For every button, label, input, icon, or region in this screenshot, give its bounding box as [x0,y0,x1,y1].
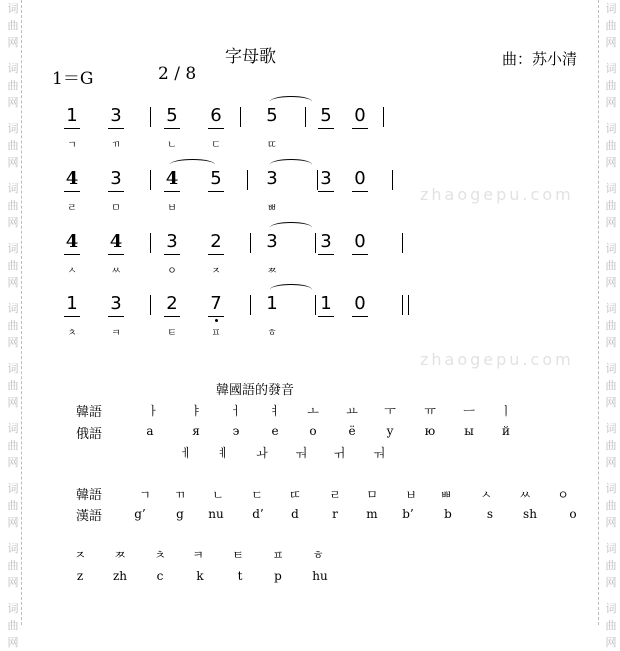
note: 6 [206,106,226,126]
barline [383,107,384,127]
watermark-char: 词 [7,2,19,15]
barline [402,295,403,315]
note: 0 [350,232,370,252]
note: 3 [106,294,126,314]
korean-label: 韓語 [76,488,103,503]
watermark-side [603,60,619,111]
watermark-char: 词 [605,182,617,195]
lyric: ㅉ [267,266,277,277]
watermark-char: 曲 [7,79,19,92]
watermark-char: 网 [7,96,19,109]
chinese-romanization: g’ [134,507,146,521]
watermark-side [603,300,619,351]
watermark-char: 词 [605,62,617,75]
watermark-text: zhaogepu.com [420,350,574,369]
watermark-char: 曲 [7,379,19,392]
watermark-char: 曲 [605,379,617,392]
watermark-char: 曲 [7,19,19,32]
barline [317,170,318,190]
latin-romanization: hu [312,569,328,583]
watermark-char: 词 [7,482,19,495]
note: 5 [316,106,336,126]
watermark-side [5,480,21,531]
watermark-char: 网 [7,276,19,289]
barline [250,295,251,315]
watermark-char: 曲 [605,259,617,272]
russian-letter: о [309,424,317,438]
tie [270,284,312,295]
latin-romanization: zh [112,569,128,583]
korean-vowel: ㅖ [217,446,229,460]
note: 5 [206,169,226,189]
korean-consonant: ㅈ [74,548,86,562]
tie [170,159,215,170]
barline [315,233,316,253]
korean-vowel: ㅕ [269,404,281,418]
note: 2 [162,294,182,314]
latin-romanization: t [237,569,243,583]
watermark-char: 网 [605,156,617,169]
lyric: ㅂ [167,203,177,214]
watermark-char: 网 [605,36,617,49]
chinese-romanization: m [366,507,378,521]
korean-consonant: ㄹ [329,488,341,502]
watermark-side [5,120,21,171]
watermark-char: 网 [605,456,617,469]
barline [150,295,151,315]
korean-vowel: ㅣ [500,404,512,418]
lyric: ㅇ [167,266,177,277]
russian-letter: э [232,424,240,438]
note: 4 [62,232,82,252]
right-border [598,0,599,625]
latin-romanization: z [76,569,84,583]
note: 5 [266,105,278,126]
watermark-side [5,420,21,471]
lyric: ㅈ [211,266,221,277]
russian-letter: a [146,424,154,438]
korean-vowel: ㅠ [424,404,436,418]
latin-romanization: c [156,569,164,583]
korean-consonant: ㅂ [405,488,417,502]
lyric: ㅁ [111,203,121,214]
left-border [21,0,22,625]
russian-letter: я [192,424,200,438]
note: 0 [350,106,370,126]
watermark-char: 曲 [7,259,19,272]
note: 1 [266,293,278,314]
low-octave-dot [215,319,218,322]
watermark-char: 词 [7,122,19,135]
korean-vowel: ㅜ [384,404,396,418]
watermark-char: 网 [605,336,617,349]
note: 5 [162,106,182,126]
korean-consonant: ㄲ [174,488,186,502]
korean-consonant: ㅉ [114,548,126,562]
chinese-romanization: o [569,507,577,521]
watermark-char: 曲 [605,619,617,632]
watermark-char: 词 [7,422,19,435]
watermark-side [5,600,21,651]
note: 7 [206,294,226,314]
chinese-romanization: d [291,507,299,521]
korean-vowel: ㅛ [346,404,358,418]
watermark-char: 曲 [7,619,19,632]
watermark-side [603,360,619,411]
watermark-char: 网 [605,516,617,529]
lyric: ㅎ [267,328,277,339]
korean-consonant: ㅆ [519,488,531,502]
note: 0 [350,294,370,314]
watermark-char: 词 [605,542,617,555]
chinese-romanization: nu [208,507,224,521]
watermark-text: zhaogepu.com [420,185,574,204]
watermark-char: 网 [605,216,617,229]
watermark-char: 网 [7,156,19,169]
korean-vowel: ㅝ [373,446,385,460]
watermark-char: 词 [7,542,19,555]
barline [392,170,393,190]
watermark-char: 网 [605,96,617,109]
watermark-side [5,60,21,111]
watermark-char: 曲 [605,319,617,332]
chinese-romanization: s [486,507,494,521]
watermark-char: 网 [7,216,19,229]
composer: 曲：苏小清 [502,50,578,68]
watermark-side [603,420,619,471]
korean-consonant: ㅇ [557,488,569,502]
watermark-char: 网 [605,396,617,409]
watermark-char: 曲 [605,139,617,152]
watermark-char: 网 [7,576,19,589]
lyric: ㄹ [67,203,77,214]
watermark-char: 曲 [7,139,19,152]
watermark-char: 网 [7,336,19,349]
russian-letter: ё [348,424,356,438]
russian-letter: у [386,424,394,438]
latin-romanization: p [274,569,282,583]
lyric: ㅍ [211,328,221,339]
latin-romanization: k [196,569,204,583]
watermark-char: 曲 [7,559,19,572]
note: 3 [162,232,182,252]
watermark-char: 词 [605,362,617,375]
watermark-char: 曲 [605,199,617,212]
korean-consonant: ㄱ [139,488,151,502]
barline [247,170,248,190]
watermark-char: 网 [7,36,19,49]
watermark-char: 网 [605,276,617,289]
note: 3 [266,168,278,189]
note: 4 [106,232,126,252]
chinese-romanization: g [176,507,184,521]
korean-consonant: ㅍ [272,548,284,562]
watermark-char: 词 [7,242,19,255]
watermark-char: 词 [605,2,617,15]
note: 4 [62,169,82,189]
korean-consonant: ㅎ [312,548,324,562]
lyric: ㅌ [167,328,177,339]
watermark-char: 曲 [7,439,19,452]
barline [150,170,151,190]
watermark-char: 词 [7,182,19,195]
note: 3 [106,169,126,189]
lyric: ㄱ [67,140,77,151]
watermark-side [603,540,619,591]
watermark-char: 词 [7,62,19,75]
barline [408,295,409,315]
watermark-side [603,480,619,531]
korean-vowel: ㅘ [256,446,268,460]
watermark-char: 词 [605,602,617,615]
watermark-char: 曲 [605,79,617,92]
korean-vowel: ㅔ [180,446,192,460]
korean-consonant: ㄸ [289,488,301,502]
russian-letter: е [271,424,279,438]
watermark-side [603,0,619,51]
barline [402,233,403,253]
chinese-label: 漢語 [76,509,103,524]
watermark-side [5,240,21,291]
barline [240,107,241,127]
time-signature: 2 / 8 [158,64,197,84]
note: 3 [106,106,126,126]
watermark-side [5,360,21,411]
lyric: ㅅ [67,266,77,277]
korean-consonant: ㅁ [366,488,378,502]
song-title: 字母歌 [225,47,276,67]
watermark-side [603,120,619,171]
note: 1 [62,294,82,314]
barline [250,233,251,253]
watermark-char: 词 [605,482,617,495]
watermark-char: 曲 [7,499,19,512]
korean-consonant: ㅃ [440,488,452,502]
korean-vowel: ㅓ [230,404,242,418]
note: 0 [350,169,370,189]
barline [305,107,306,127]
watermark-char: 词 [7,302,19,315]
watermark-char: 词 [605,422,617,435]
barline [315,295,316,315]
chinese-romanization: d’ [252,507,264,521]
watermark-char: 词 [605,302,617,315]
watermark-char: 网 [605,576,617,589]
korean-consonant: ㅌ [232,548,244,562]
korean-consonant: ㅋ [192,548,204,562]
korean-vowel: ㅝ [295,446,307,460]
korean-vowel: ㅗ [307,404,319,418]
watermark-side [5,0,21,51]
note: 3 [316,232,336,252]
russian-letter: ю [424,424,436,438]
korean-label: 韓語 [76,405,103,420]
watermark-char: 网 [7,636,19,649]
watermark-char: 曲 [605,19,617,32]
lyric: ㅆ [111,266,121,277]
watermark-char: 词 [605,242,617,255]
watermark-char: 网 [7,516,19,529]
korean-consonant: ㅊ [154,548,166,562]
korean-consonant: ㄷ [251,488,263,502]
korean-vowel: ㅡ [463,404,475,418]
korean-consonant: ㄴ [212,488,224,502]
watermark-char: 网 [7,456,19,469]
watermark-char: 曲 [605,499,617,512]
chinese-romanization: r [332,507,338,521]
lyric: ㄸ [267,140,277,151]
watermark-side [603,240,619,291]
pronunciation-heading: 韓國語的發音 [216,383,295,398]
chinese-romanization: b [444,507,452,521]
korean-vowel: ㅏ [147,404,159,418]
tie [270,96,312,107]
watermark-char: 词 [7,362,19,375]
watermark-char: 曲 [7,319,19,332]
tie [270,222,312,233]
lyric: ㄷ [211,140,221,151]
korean-vowel: ㅟ [333,446,345,460]
watermark-char: 网 [605,636,617,649]
note: 1 [316,294,336,314]
watermark-side [603,180,619,231]
barline [150,107,151,127]
tie [270,159,312,170]
watermark-char: 网 [7,396,19,409]
note: 3 [266,231,278,252]
watermark-char: 曲 [605,439,617,452]
russian-letter: й [502,424,510,438]
korean-vowel: ㅑ [190,404,202,418]
watermark-char: 曲 [605,559,617,572]
chinese-romanization: sh [523,507,537,521]
watermark-side [5,300,21,351]
lyric: ㄲ [111,140,121,151]
note: 3 [316,169,336,189]
watermark-side [5,180,21,231]
watermark-char: 曲 [7,199,19,212]
note: 2 [206,232,226,252]
note: 1 [62,106,82,126]
watermark-side [603,600,619,651]
lyric: ㄴ [167,140,177,151]
russian-label: 俄語 [76,427,103,442]
note: 4 [162,169,182,189]
barline [150,233,151,253]
chinese-romanization: b’ [402,507,414,521]
russian-letter: ы [464,424,474,438]
watermark-char: 词 [7,602,19,615]
lyric: ㅊ [67,328,77,339]
lyric: ㅋ [111,328,121,339]
korean-consonant: ㅅ [480,488,492,502]
watermark-side [5,540,21,591]
lyric: ㅃ [267,203,277,214]
key-signature: 1＝G [52,69,94,89]
watermark-char: 词 [605,122,617,135]
